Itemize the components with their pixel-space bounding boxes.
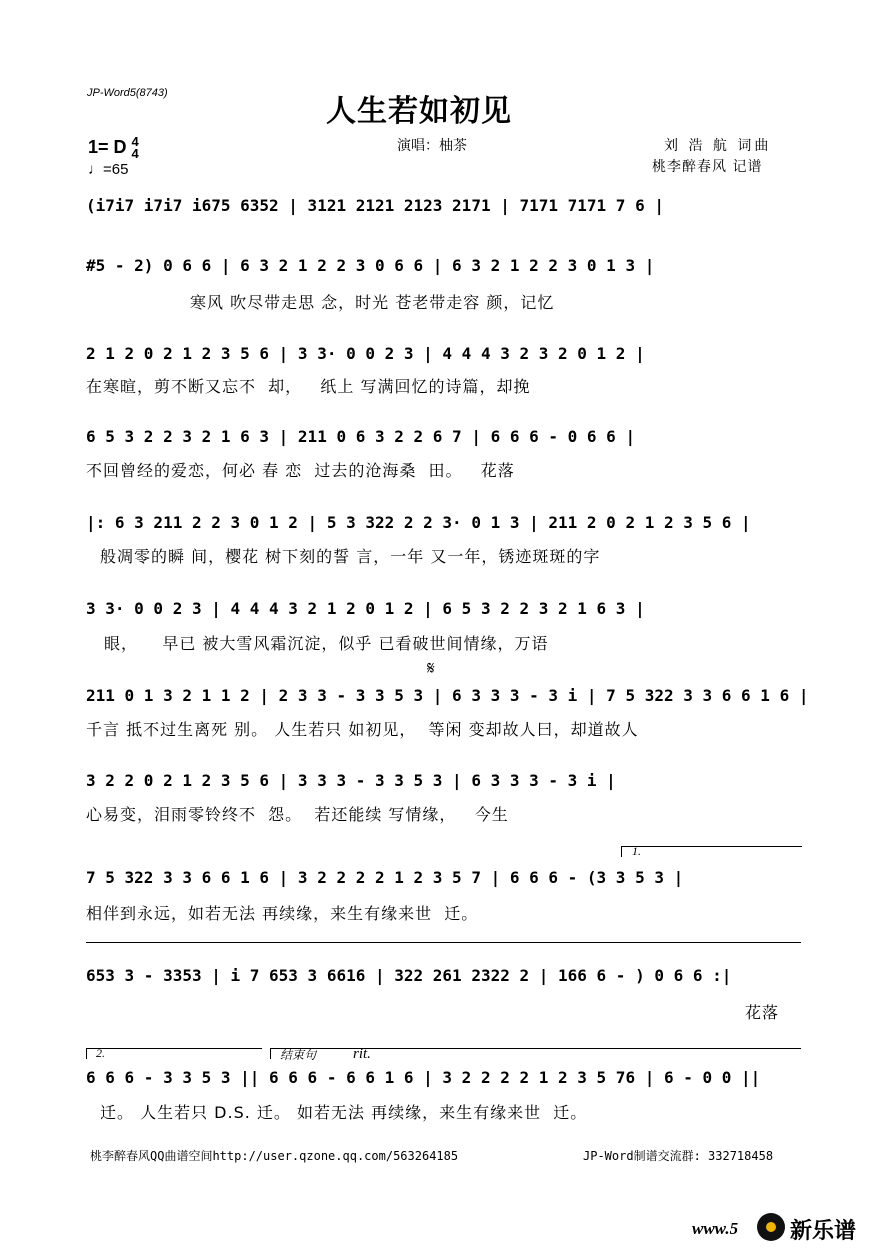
score-row-10-lyrics: 花落 [745, 1003, 780, 1022]
ending-bracket [270, 1048, 801, 1059]
record-logo-icon [757, 1213, 785, 1241]
repeat-section-top-line [86, 942, 801, 943]
footer-left: 桃李醉春风QQ曲谱空间http://user.qzone.qq.com/563264185 [90, 1149, 459, 1163]
score-row-3-notes: 2 1 2 0 2 1 2 3 5 6 | 3 3· 0 0 2 3 | 4 4 4 3 2 3 2 0 1 2 | [86, 344, 645, 363]
volta-2-label: 2. [96, 1046, 105, 1060]
score-row-2-notes: #5 - 2) 0 6 6 | 6 3 2 1 2 2 3 0 6 6 | 6 3 2 1 2 2 3 0 1 3 | [86, 256, 655, 275]
score-row-6-lyrics: 眼， 早已 被大雪风霜沉淀，似乎 已看破世间情缘，万语 [104, 634, 549, 653]
score-row-7-notes: 211 0 1 3 2 1 1 2 | 2 3 3 - 3 3 5 3 | 6 3 3 3 - 3 i | 7 5 322 3 3 6 6 1 6 | [86, 686, 809, 705]
score-row-8-notes: 3 2 2 0 2 1 2 3 5 6 | 3 3 3 - 3 3 5 3 | 6 3 3 3 - 3 i | [86, 771, 616, 790]
key-signature [88, 136, 139, 160]
tempo [88, 161, 128, 178]
score-row-10-notes: 653 3 - 3353 | i 7 653 3 6616 | 322 261 2322 2 | 166 6 - ) 0 6 6 :| [86, 966, 732, 985]
time-bottom: 4 [131, 146, 139, 161]
score-row-5-notes: |: 6 3 211 2 2 3 0 1 2 | 5 3 322 2 2 3· 0 1 3 | 211 2 0 2 1 2 3 5 6 | [86, 513, 751, 532]
key-label: 1= D [88, 136, 127, 157]
score-row-9-notes: 7 5 322 3 3 6 6 1 6 | 3 2 2 2 2 1 2 3 5 7 | 6 6 6 - (3 3 5 3 | [86, 868, 684, 887]
quarter-note-icon: ♩ [88, 161, 103, 178]
singer-credit: 演唱：柚茶 [397, 138, 467, 154]
score-row-3-lyrics: 在寒暄，剪不断又忘不 却， 纸上 写满回忆的诗篇，却挽 [86, 377, 531, 396]
volta-2-bracket [86, 1048, 262, 1059]
tempo-value: =65 [103, 161, 129, 178]
score-row-5-lyrics: 般凋零的瞬 间，樱花 树下刻的誓 言，一年 又一年，锈迹斑斑的字 [100, 547, 601, 566]
watermark-brand: 新乐谱 [790, 1219, 857, 1244]
software-label: JP-Word5(8743) [87, 87, 168, 99]
score-row-4-notes: 6 5 3 2 2 3 2 1 6 3 | 211 0 6 3 2 2 6 7 | 6 6 6 - 0 6 6 | [86, 427, 636, 446]
score-row-8-lyrics: 心易变，泪雨零铃终不 怨。 若还能续 写情缘， 今生 [86, 805, 509, 824]
score-row-6-notes: 3 3· 0 0 2 3 | 4 4 4 3 2 1 2 0 1 2 | 6 5 3 2 2 3 2 1 6 3 | [86, 599, 645, 618]
score-row-11-lyrics: 迁。 人生若只 D.S. 迁。 如若无法 再续缘，来生有缘来世 迁。 [100, 1103, 588, 1122]
segno-icon: 𝄋 [427, 658, 435, 679]
score-row-4-lyrics: 不回曾经的爱恋，何必 春 恋 过去的沧海桑 田。 花落 [86, 461, 515, 480]
score-row-9-lyrics: 相伴到永远，如若无法 再续缘，来生有缘来世 迁。 [86, 904, 479, 923]
score-row-11-notes: 6 6 6 - 3 3 5 3 || 6 6 6 - 6 6 1 6 | 3 2 2 2 2 1 2 3 5 76 | 6 - 0 0 || [86, 1068, 761, 1087]
ending-label: 结束句 [280, 1048, 317, 1062]
transcriber-credit: 桃李醉春风 记谱 [652, 159, 763, 175]
ritardando-mark: rit. [353, 1046, 371, 1062]
watermark-site: www.5 [692, 1219, 739, 1238]
time-top: 4 [131, 134, 139, 149]
time-signature [132, 136, 139, 160]
score-row-2-lyrics: 寒风 吹尽带走思 念，时光 苍老带走容 颜，记忆 [190, 293, 555, 312]
page-title: 人生若如初见 [326, 94, 512, 129]
score-row-7-lyrics: 千言 抵不过生离死 别。 人生若只 如初见， 等闲 变却故人曰，却道故人 [86, 720, 639, 739]
volta-1-bracket [621, 846, 802, 857]
footer-right: JP-Word制谱交流群: 332718458 [583, 1149, 774, 1163]
score-row-1-notes: (i7i7 i7i7 i675 6352 | 3121 2121 2123 2171 | 7171 7171 7 6 | [86, 196, 664, 215]
lyricist-composer-credit: 刘 浩 航 词曲 [664, 138, 772, 154]
volta-1-label: 1. [632, 844, 641, 858]
